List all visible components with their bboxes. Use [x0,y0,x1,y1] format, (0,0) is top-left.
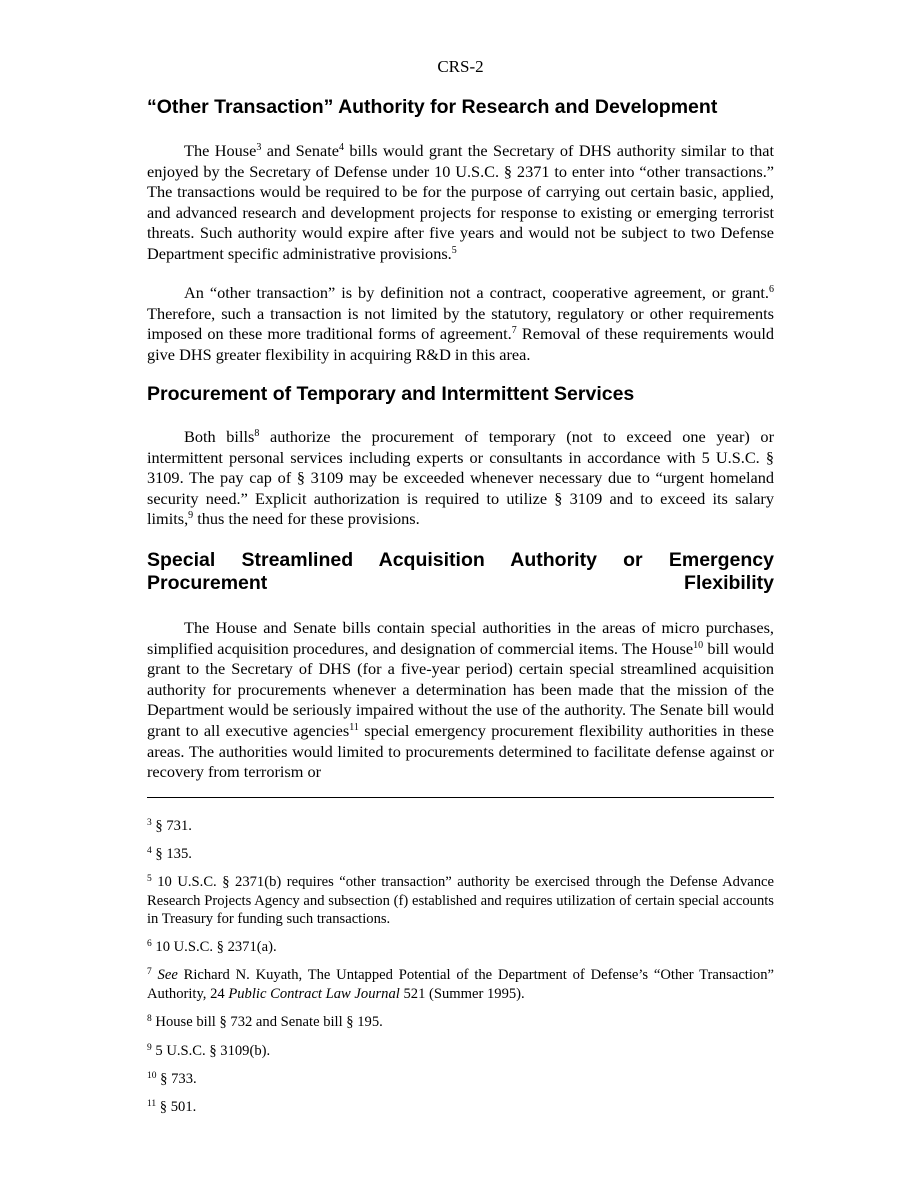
footnote-ref: 6 [769,284,774,295]
section-heading-temporary-services: Procurement of Temporary and Intermittent Services [147,383,635,405]
paragraph-other-transaction-1: The House$^3$ and Senate$^4$ bills would grant the Secretary of DHS authority similar to that enjoyed by the Secretary of Defense under 10 U.S.C. § 2371 to enter into “other transactions.” The transactions would be required to be for the purpose of carrying out certain basic, applied, and advanced research and development projects for response to existing or emerging terrorist threats. Such authority would expire after five years and would not be subject to two Defense Department specific administrative provisions.$^5$ [147,141,775,263]
section-heading-streamlined-acquisition: Special Streamlined Acquisition Authority or Emergency Procurement Flexibility [147,549,774,594]
paragraph-other-transaction-2: An “other transaction” is by definition not a contract, cooperative agreement, or grant.$^6$ Therefore, such a transaction is not limited by the statutory, regulatory or other requirements imposed on these more traditional forms of agreement.$^7$ Removal of these requirements would give DHS greater flexibility in acquiring R&D in this area. [147,283,774,364]
footnote-separator [147,797,774,798]
footnote-11: $^{11}$ § 501. [147,1099,197,1115]
footnote-ref: 9 [188,510,194,522]
footnote-ref: 11 [349,721,359,733]
page-header: CRS-2 [437,57,484,76]
footnote-4: $^4$ § 135. [147,846,192,862]
section-heading-other-transaction: “Other Transaction” Authority for Research and Development [147,96,718,118]
footnote-ref: 10 [693,639,704,651]
footnote-6: $^6$ 10 U.S.C. § 2371(a). [147,939,277,955]
footnote-7: $^7$ See Richard N. Kuyath, The Untapped Potential of the Department of Defense’s “Other Transaction” Authority, 24 Public Contract Law Journal 521 (Summer 1995). [147,967,774,1002]
footnote-ref: 4 [339,142,344,153]
footnote-5: $^5$ 10 U.S.C. § 2371(b) requires “other transaction” authority be exercised through the Defense Advance Research Projects Agency and subsection (f) established and requires utilization of certain special accounts in Treasury for funding such transactions. [147,874,774,928]
footnote-ref: 7 [511,325,517,337]
footnote-9: $^9$ 5 U.S.C. § 3109(b). [147,1043,271,1059]
paragraph-temporary-services: Both bills$^8$ authorize the procurement of temporary (not to exceed one year) or intermittent personal services including experts or consultants in accordance with 5 U.S.C. § 3109. The pay cap of § 3109 may be exceeded whenever necessary due to “urgent homeland security need.” Explicit authorization is required to utilize § 3109 and to exceed its salary limits,$^9$ thus the need for these provisions. [147,427,774,529]
footnote-ref: 3 [256,142,262,153]
footnote-10: $^{10}$ § 733. [147,1071,197,1087]
footnote-ref: 8 [254,428,260,439]
footnote-3: $^3$ § 731. [147,818,192,834]
footnote-8: $^8$ House bill § 732 and Senate bill § 195. [147,1014,383,1030]
paragraph-streamlined-acquisition: The House and Senate bills contain special authorities in the areas of micro purchases, simplified acquisition procedures, and designation of commercial items. The House$^{10}$ bill would grant to the Secretary of DHS (for a five-year period) certain special streamlined acquisition authority for procurements whenever a determination has been made that the mission of the Department would be seriously impaired without the use of the authority. The Senate bill would grant to all executive agencies$^{11}$ special emergency procurement flexibility authorities in these areas. The authorities would limited to procurements determined to facilitate defense against or recovery from terrorism or [147,618,774,782]
footnote-ref: 5 [451,244,457,256]
